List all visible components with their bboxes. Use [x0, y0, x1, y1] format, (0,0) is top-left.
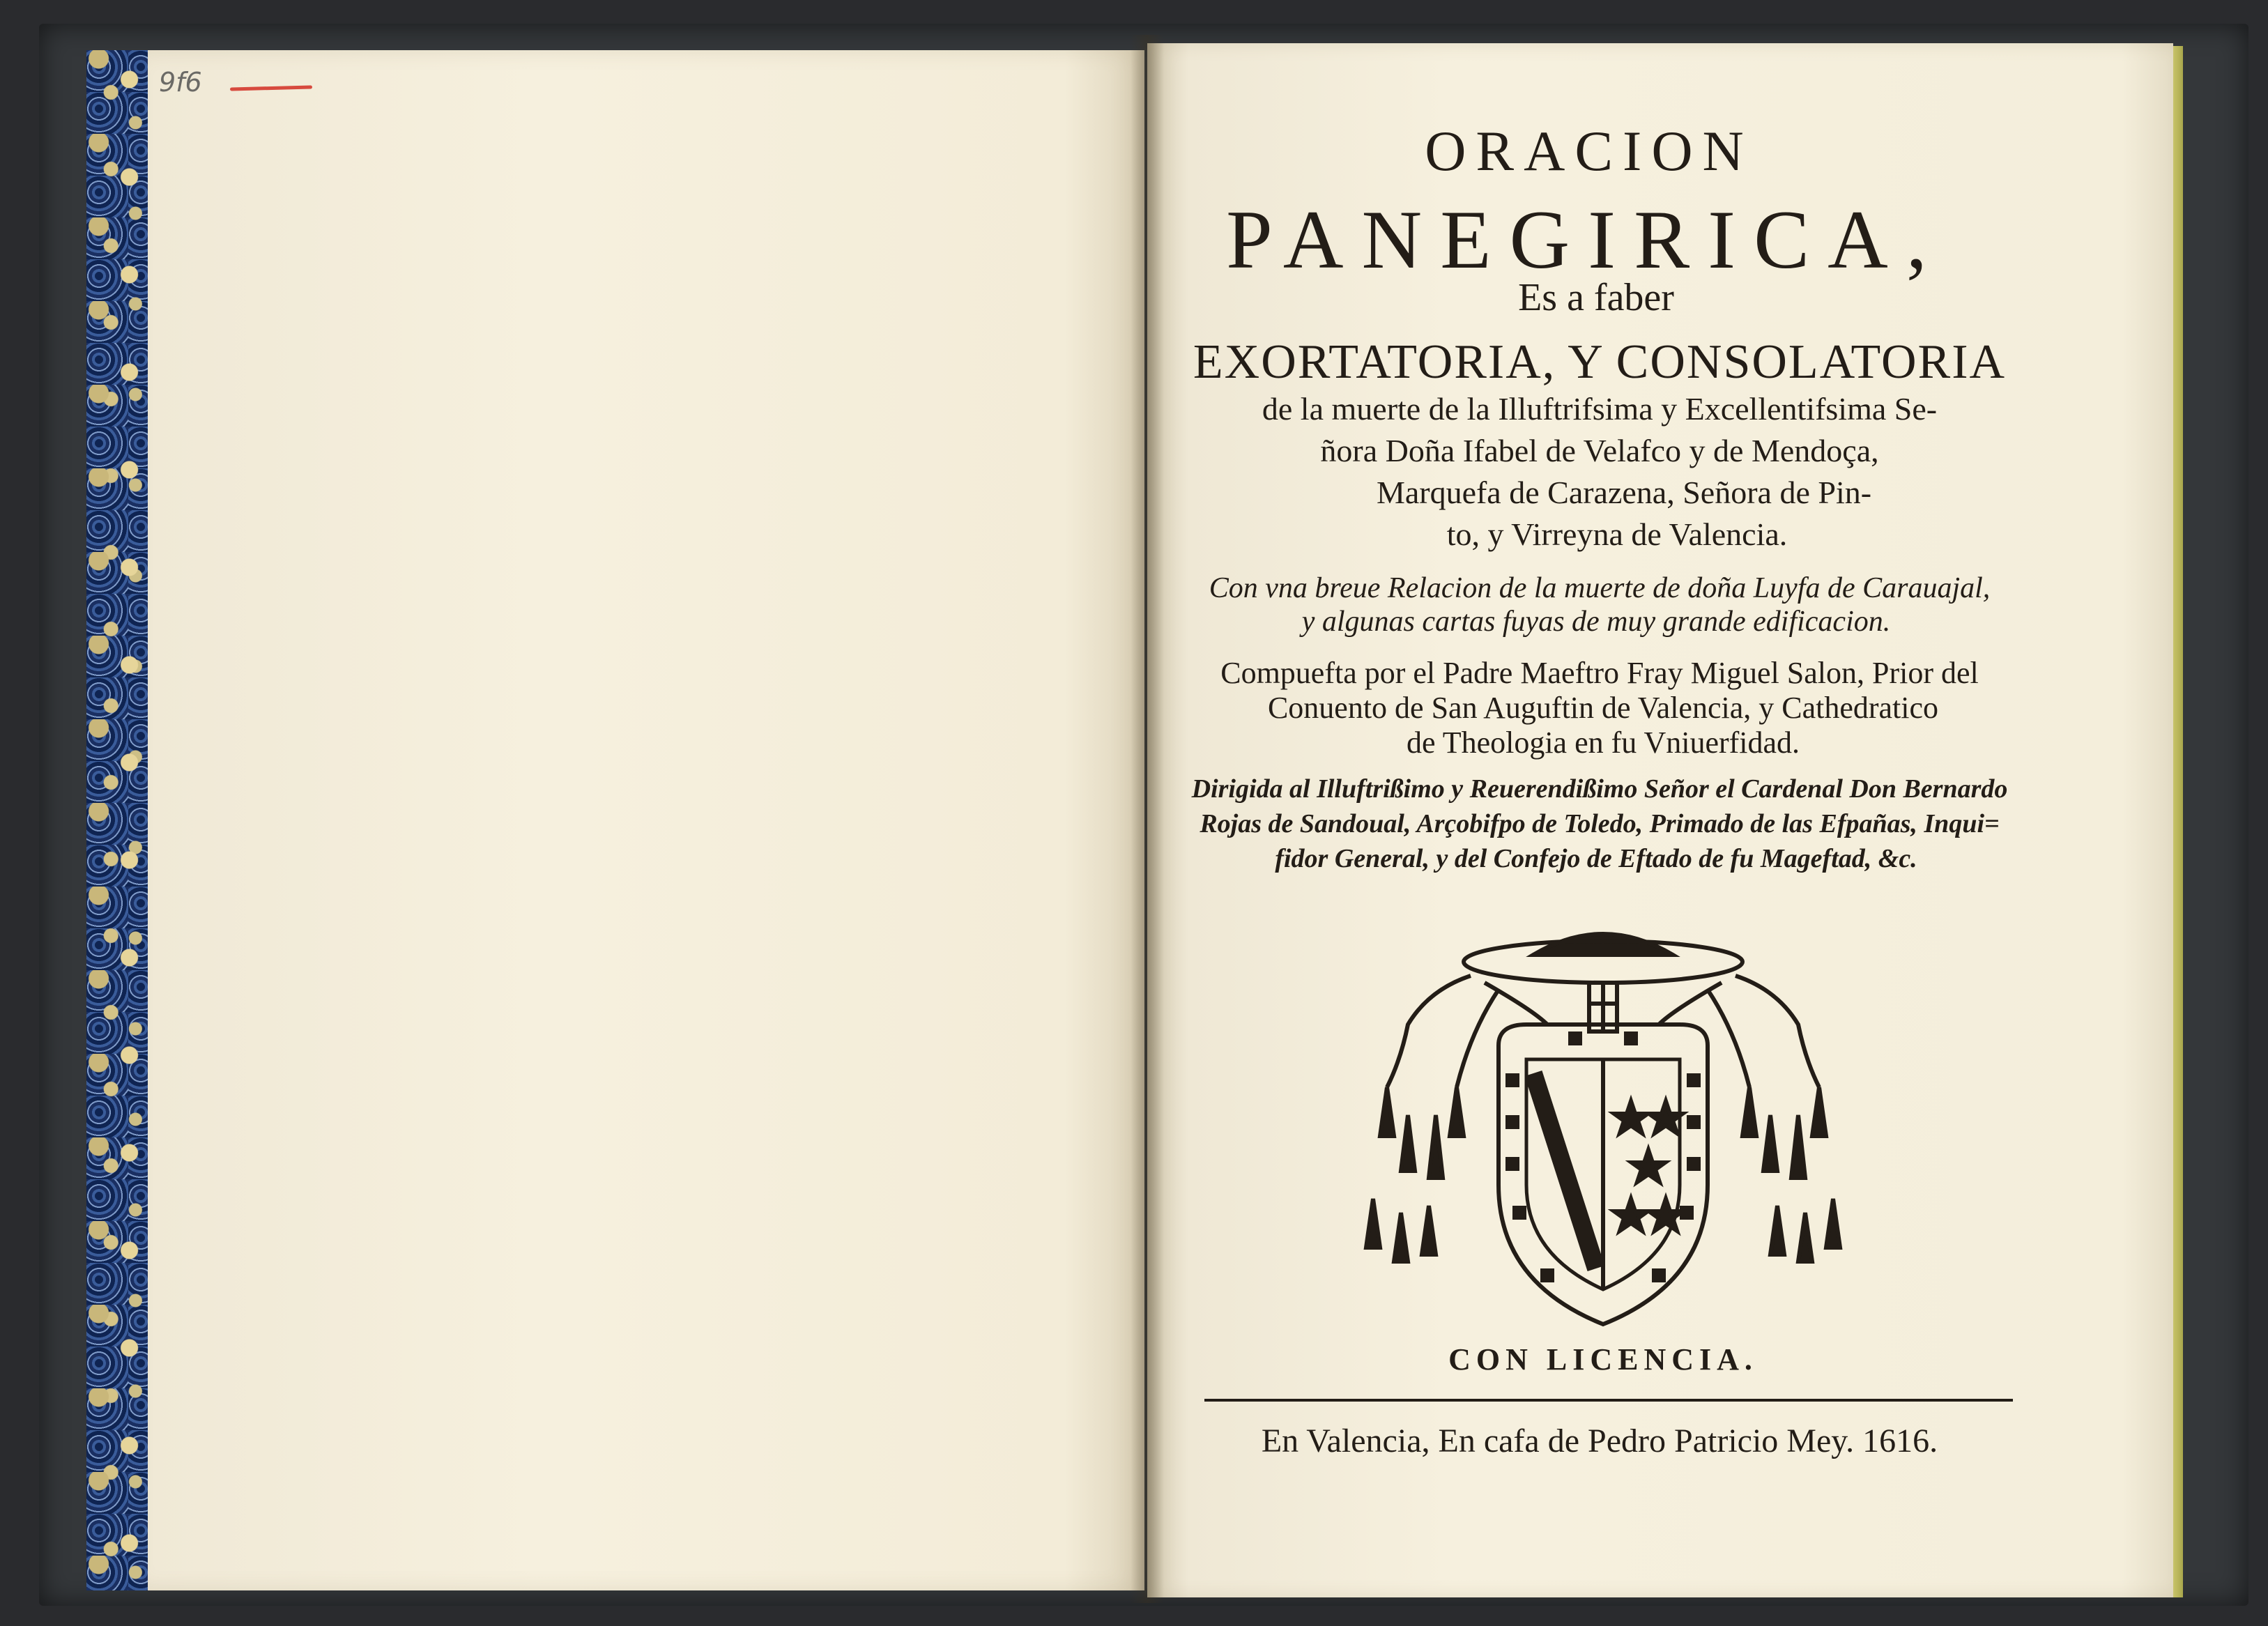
gutter [1131, 35, 1164, 1603]
relacion-line: y algunas cartas fuyas de muy grande edificacion. [1301, 606, 1891, 638]
dedication-line: Rojas de Sandoual, Arçobifpo de Toledo, Primado de las Efpañas, Inqui= [1200, 809, 2000, 838]
subject-line: Marquefa de Carazena, Señora de Pin- [1376, 475, 1872, 510]
coat-of-arms-woodcut [1359, 906, 1847, 1345]
title-line-4: EXORTATORIA, Y CONSOLATORIA [1193, 335, 2007, 389]
shelfmark: 9f6 [159, 67, 202, 98]
title-line-3: Es a faber [1518, 276, 1674, 319]
imprint-line: En Valencia, En cafa de Pedro Patricio Mey. 1616. [1261, 1422, 1938, 1459]
left-flyleaf [148, 50, 1144, 1590]
title-line-2: PANEGIRICA, [1226, 193, 1945, 286]
author-line: Conuento de San Auguftin de Valencia, y Cathedratico [1267, 691, 1939, 725]
subject-line: to, y Virreyna de Valencia. [1446, 516, 1788, 552]
author-line: Compuefta por el Padre Maeftro Fray Miguel Salon, Prior del [1220, 656, 1979, 690]
dedication-line: fidor General, y del Confejo de Eftado de fu Mageftad, &c. [1275, 844, 1917, 873]
subject-line: ñora Doña Ifabel de Velafco y de Mendoça, [1320, 433, 1879, 468]
page-edges [2173, 46, 2183, 1597]
imprint-rule [1204, 1399, 2013, 1402]
author-line: de Theologia en fu Vniuerfidad. [1406, 726, 1800, 760]
title-line-1: ORACION [1425, 119, 1754, 183]
relacion-line: Con vna breue Relacion de la muerte de doña Luyfa de Carauajal, [1209, 572, 1991, 604]
licence-line: CON LICENCIA. [1448, 1342, 1758, 1376]
marbled-endpaper [86, 50, 148, 1590]
dedication-line: Dirigida al Illuftrißimo y Reuerendißimo Señor el Cardenal Don Bernardo [1191, 774, 2008, 804]
subject-line: de la muerte de la Illuftrifsima y Excellentifsima Se- [1262, 391, 1938, 427]
